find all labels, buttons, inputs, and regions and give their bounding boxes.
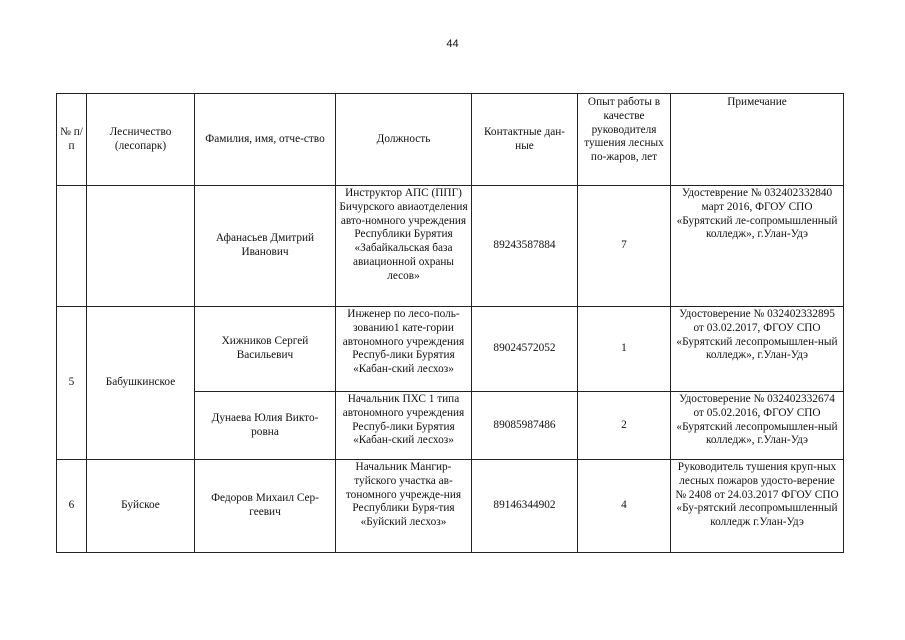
page-number: 44 (446, 38, 459, 50)
position-cell: Начальник ПХС 1 типа автономного учреждения Респуб-лики Бурятия «Кабан-ский лесхоз» (336, 392, 472, 460)
name-cell: Хижников Сергей Васильевич (195, 307, 336, 392)
forestry-cell-empty (87, 186, 195, 307)
contact-cell: 89024572052 (472, 307, 578, 392)
header-number: № п/п (57, 94, 87, 186)
number-cell: 5 (57, 307, 87, 460)
forestry-cell: Буйское (87, 460, 195, 553)
header-row (57, 94, 844, 186)
name-cell: Афанасьев Дмитрий Иванович (195, 186, 336, 307)
contact-cell: 89146344902 (472, 460, 578, 553)
contact-cell: 89085987486 (472, 392, 578, 460)
note-cell: Удостоверение № 032402332674 от 05.02.2016, ФГОУ СПО «Бурятский лесопромышлен-ный колледж», г.Улан-Удэ (671, 392, 844, 460)
experience-cell: 1 (578, 307, 671, 392)
table-row (57, 460, 844, 553)
table-row (57, 186, 844, 307)
header-forestry: Лесничество (лесопарк) (87, 94, 195, 186)
header-experience: Опыт работы в качестве руководителя тушения лесных по-жаров, лет (578, 94, 671, 186)
number-cell-empty (57, 186, 87, 307)
name-cell: Федоров Михаил Сер-геевич (195, 460, 336, 553)
note-cell: Руководитель тушения круп-ных лесных пожаров удосто-верение № 2408 от 24.03.2017 ФГОУ СПО «Бу-рятский лесопромышленный колледж г.Улан-Удэ (671, 460, 844, 553)
position-cell: Начальник Мангир-туйского участка ав-тономного учрежде-ния Республики Буря-тия «Буйский лесхоз» (336, 460, 472, 553)
header-contact: Контактные дан-ные (472, 94, 578, 186)
header-full-name: Фамилия, имя, отче-ство (195, 94, 336, 186)
name-cell: Дунаева Юлия Викто-ровна (195, 392, 336, 460)
forestry-personnel-table (56, 93, 844, 553)
position-cell: Инженер по лесо-поль-зованию1 кате-гории автономного учреждения Респуб-лики Бурятия «Кабан-ский лесхоз» (336, 307, 472, 392)
header-position: Должность (336, 94, 472, 186)
table-row (57, 307, 844, 392)
number-cell: 6 (57, 460, 87, 553)
experience-cell: 4 (578, 460, 671, 553)
contact-cell: 89243587884 (472, 186, 578, 307)
header-note: Примечание (671, 94, 844, 186)
note-cell: Удостоверение № 032402332895 от 03.02.2017, ФГОУ СПО «Бурятский лесопромышлен-ный колледж», г.Улан-Удэ (671, 307, 844, 392)
note-cell: Удостеврение № 032402332840 март 2016, ФГОУ СПО «Бурятский ле-сопромышленный колледж», г.Улан-Удэ (671, 186, 844, 307)
experience-cell: 7 (578, 186, 671, 307)
experience-cell: 2 (578, 392, 671, 460)
position-cell: Инструктор АПС (ППГ) Бичурского авиаотделения авто-номного учреждения Республики Бурятия «Забайкальская база авиационной охраны лесов» (336, 186, 472, 307)
forestry-cell: Бабушкинское (87, 307, 195, 460)
